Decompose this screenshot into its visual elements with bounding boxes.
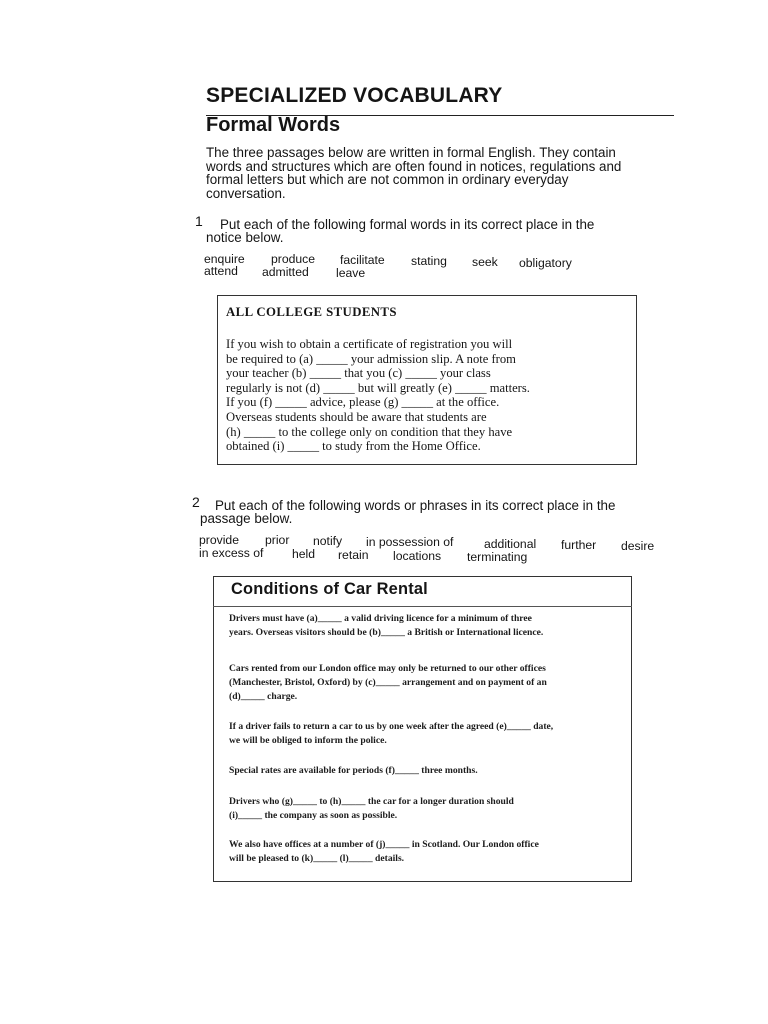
word-option: held bbox=[292, 547, 316, 561]
word-option: seek bbox=[472, 255, 498, 269]
word-option: notify bbox=[313, 534, 343, 548]
paragraph-line: (d)_____ charge. bbox=[229, 691, 298, 703]
word-option: produce bbox=[271, 252, 316, 266]
word-option: attend bbox=[204, 264, 238, 278]
car-rental-title-rule bbox=[213, 606, 632, 607]
paragraph-line: Cars rented from our London office may only be returned to our other offices bbox=[229, 663, 546, 674]
car-rental-paragraph bbox=[229, 764, 625, 778]
word-option: additional bbox=[484, 537, 537, 551]
intro-paragraph bbox=[206, 146, 674, 200]
paragraph-line: (Manchester, Bristol, Oxford) by (c)_____ arrangement and on payment of an bbox=[229, 677, 547, 689]
notice-line: regularly is not (d) _____ but will greatly (e) _____ matters. bbox=[226, 380, 530, 395]
word-option: in possession of bbox=[366, 535, 454, 549]
paragraph-line: will be pleased to (k)_____ (l)_____ details. bbox=[229, 853, 405, 865]
paragraph-line: Drivers must have (a)_____ a valid driving licence for a minimum of three bbox=[229, 613, 532, 624]
intro-line: words and structures which are often found in notices, regulations and bbox=[206, 158, 622, 174]
word-option: further bbox=[561, 538, 597, 552]
exercise2-instruction-line: Put each of the following words or phrases in its correct place in the bbox=[215, 498, 616, 513]
exercise2-instruction-line: passage below. bbox=[200, 511, 293, 526]
notice-line: your teacher (b) _____ that you (c) _____ your class bbox=[226, 366, 491, 381]
paragraph-line: years. Overseas visitors should be (b)_____ a British or International licence. bbox=[229, 627, 544, 639]
word-option: in excess of bbox=[199, 546, 264, 560]
word-option: enquire bbox=[204, 252, 245, 266]
paragraph-line: Special rates are available for periods (f)_____ three months. bbox=[229, 765, 478, 776]
car-rental-title: Conditions of Car Rental bbox=[231, 580, 428, 598]
car-rental-paragraph bbox=[229, 720, 625, 748]
car-rental-paragraph bbox=[229, 662, 625, 705]
word-option: locations bbox=[393, 549, 442, 563]
word-option: prior bbox=[265, 533, 290, 547]
word-option: leave bbox=[336, 266, 366, 280]
word-option: provide bbox=[199, 533, 239, 547]
notice-line: Overseas students should be aware that students are bbox=[226, 409, 487, 424]
intro-line: formal letters but which are not common in ordinary everyday bbox=[206, 172, 569, 188]
notice-line: be required to (a) _____ your admission slip. A note from bbox=[226, 351, 516, 366]
word-option: stating bbox=[411, 254, 447, 268]
paragraph-line: we will be obliged to inform the police. bbox=[229, 735, 387, 747]
intro-line: conversation. bbox=[206, 185, 286, 201]
exercise1-instruction-line: Put each of the following formal words in its correct place in the bbox=[220, 217, 595, 232]
notice-line: obtained (i) _____ to study from the Home Office. bbox=[226, 439, 481, 454]
word-option: retain bbox=[338, 548, 369, 562]
paragraph-line: If a driver fails to return a car to us by one week after the agreed (e)_____ date, bbox=[229, 721, 554, 732]
notice-heading: ALL COLLEGE STUDENTS bbox=[226, 305, 397, 319]
exercise1-instruction-line: notice below. bbox=[206, 230, 284, 245]
exercise2-number: 2 bbox=[192, 494, 200, 510]
paragraph-line: (i)_____ the company as soon as possible. bbox=[229, 810, 398, 822]
notice-line: If you wish to obtain a certificate of registration you will bbox=[226, 337, 513, 351]
page-heading: SPECIALIZED VOCABULARY bbox=[206, 84, 503, 107]
car-rental-paragraph bbox=[229, 612, 625, 640]
notice-body bbox=[226, 337, 636, 454]
word-option: facilitate bbox=[340, 253, 385, 267]
word-option: admitted bbox=[262, 265, 309, 279]
word-option: desire bbox=[621, 539, 655, 553]
intro-line: The three passages below are written in formal English. They contain bbox=[206, 145, 616, 160]
notice-line: If you (f) _____ advice, please (g) _____ at the office. bbox=[226, 395, 500, 410]
notice-line: (h) _____ to the college only on condition that they have bbox=[226, 424, 513, 439]
word-option: obligatory bbox=[519, 256, 572, 270]
exercise1-number: 1 bbox=[195, 213, 203, 229]
car-rental-paragraph bbox=[229, 838, 625, 866]
paragraph-line: Drivers who (g)_____ to (h)_____ the car for a longer duration should bbox=[229, 796, 514, 807]
car-rental-paragraph bbox=[229, 795, 625, 823]
paragraph-line: We also have offices at a number of (j)_____ in Scotland. Our London office bbox=[229, 839, 539, 850]
word-option: terminating bbox=[467, 550, 528, 564]
page-subheading: Formal Words bbox=[206, 114, 341, 136]
